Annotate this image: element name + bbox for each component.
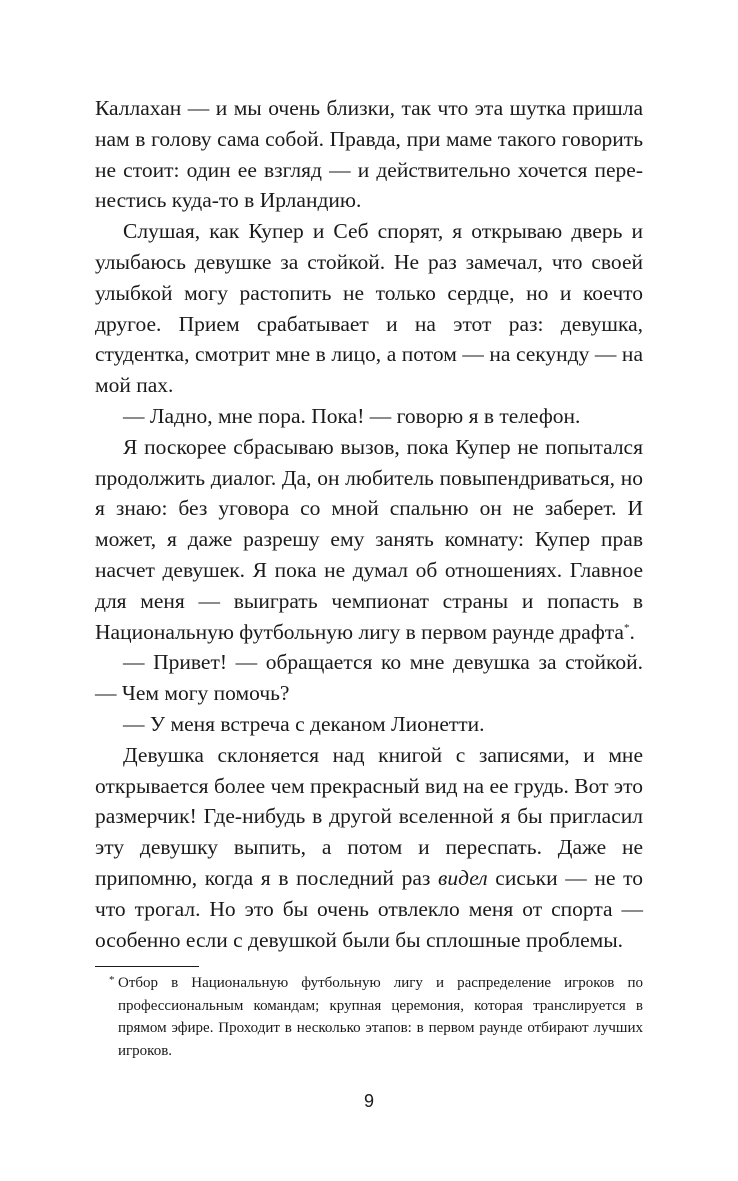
paragraph: — Ладно, мне пора. Пока! — говорю я в телефон. — [123, 403, 581, 428]
paragraph-text: Девушка склоняется над книгой с записями, и мне открывается более чем прекрасный вид на ее грудь. Вот это размерчик! Где-нибудь в другой вселенной я бы пригласил эту девушку выпить, а потом и переспать. Даже не припомню, когда я в последний раз — [95, 742, 643, 890]
paragraph — [95, 740, 643, 956]
paragraph-tail: . — [629, 619, 635, 644]
paragraph: Слушая, как Купер и Себ спорят, я открываю дверь и улыбаюсь девушке за стойкой. Не раз замечал, что своей улыбкой могу растопить не только сердце, но и коечто другое. Прием срабатывает и на этот раз: девушка, студентка, смотрит мне в лицо, а потом — на секунду — на мой пах. — [95, 219, 643, 398]
paragraph-text: Я поскорее сбрасываю вызов, пока Купер не попытался продолжить диалог. Да, он любитель повыпендриваться, но я знаю: без уговора со мной спальню он не заберет. И может, я даже разрешу ему занять комнату: Купер прав насчет девушек. Я пока не думал об отношениях. Главное для меня — выиграть чемпионат страны и попасть в Национальную футбольную лигу в первом раунде драфта — [95, 434, 643, 644]
footnote-text: Отбор в Национальную футбольную лигу и распределение игроков по профессиональным командам; крупная церемония, которая транслируется в прямом эфире. Проходит в несколько этапов: в первом раунде отбирают лучших игроков. — [118, 975, 643, 1059]
page-number: 9 — [363, 1091, 374, 1111]
footnote-divider — [95, 966, 199, 967]
footnote-reference: * — [623, 621, 630, 634]
paragraph — [95, 432, 643, 648]
footnote-marker: * — [109, 974, 115, 986]
footnote — [109, 972, 643, 1062]
paragraph: — У меня встреча с деканом Лионетти. — [123, 711, 485, 736]
paragraph-text: сиськи — не то что трогал. Но это бы очень отвлекло меня от спорта — особенно если с девушкой были бы сплошные проблемы. — [95, 865, 643, 952]
page-body — [95, 93, 643, 955]
emphasis-text: видел — [438, 865, 488, 890]
paragraph: — Привет! — обращается ко мне девушка за стойкой. — Чем могу помочь? — [95, 650, 643, 706]
paragraph: Каллахан — и мы очень близки, так что эта шутка пришла нам в голову сама собой. Правда, при маме такого говорить не стоит: один ее взгляд — и действительно хочется перенестись куда-то в Ирландию. — [95, 96, 643, 213]
